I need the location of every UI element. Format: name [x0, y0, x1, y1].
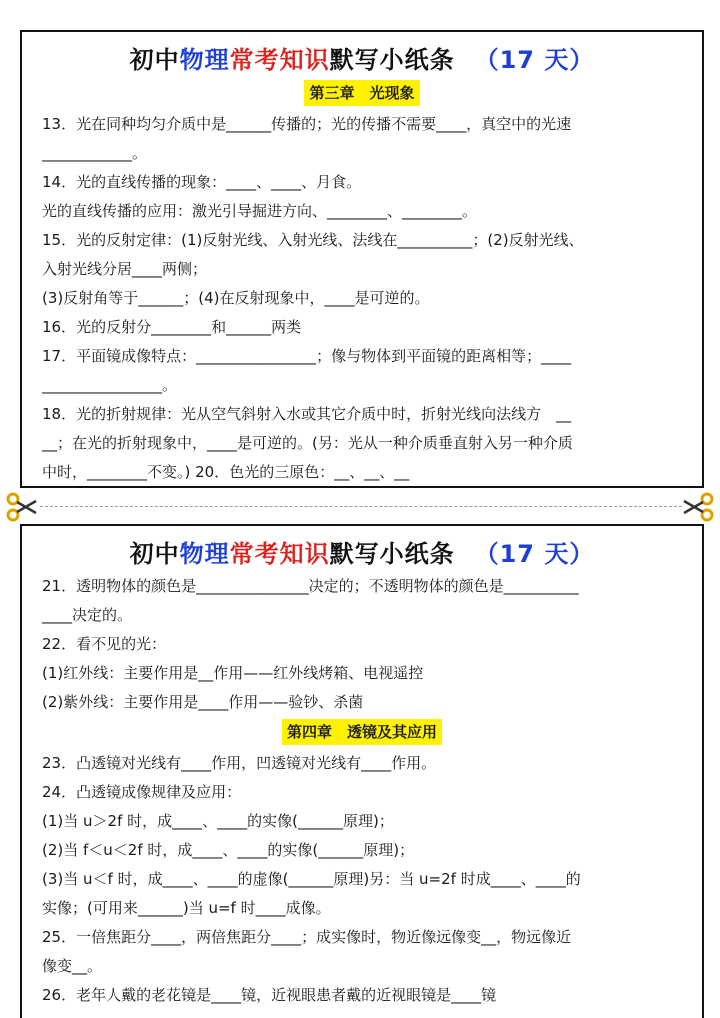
text-line: 13．光在同种均匀介质中是______传播的；光的传播不需要____，真空中的光速	[42, 115, 572, 133]
text-line: 22．看不见的光：	[42, 635, 167, 653]
cut-line	[40, 506, 682, 507]
text-line: 14．光的直线传播的现象：____、____、月食。	[42, 173, 362, 191]
text-line: 入射光线分居____两侧；	[42, 260, 208, 278]
text-line: (1)红外线：主要作用是__作用——红外线烤箱、电视遥控	[42, 664, 424, 682]
question-lines	[22, 749, 702, 1010]
note-card-1	[20, 30, 704, 488]
text-line: 23．凸透镜对光线有____作用，凹透镜对光线有____作用。	[42, 754, 437, 772]
scissors-icon	[682, 492, 714, 522]
text-line: 中时，________不变。) 20．色光的三原色：__、__、__	[42, 463, 410, 481]
text-line: 26．老年人戴的老花镜是____镜，近视眼患者戴的近视眼镜是____镜	[42, 986, 497, 1004]
chapter-heading: 第三章 光现象	[22, 80, 702, 108]
text-line: (3)当 u＜f 时，成____、____的虚像(______原理)另：当 u=2f 时成____、____的	[42, 870, 581, 888]
chapter-heading: 第四章 透镜及其应用	[22, 719, 702, 747]
text-line: __；在光的折射现象中，____是可逆的。(另：光从一种介质垂直射入另一种介质	[42, 434, 573, 452]
text-line: 21．透明物体的颜色是_______________决定的；不透明物体的颜色是__________	[42, 577, 579, 595]
text-line: (2)紫外线：主要作用是____作用——验钞、杀菌	[42, 693, 364, 711]
text-line: ____决定的。	[42, 606, 133, 624]
text-line: 实像；(可用来______)当 u=f 时____成像。	[42, 899, 331, 917]
text-line: 16．光的反射分________和______两类	[42, 318, 302, 336]
text-line: 25．一倍焦距分____，两倍焦距分____；成实像时，物近像远像变__，物远像近	[42, 928, 572, 946]
text-line: 17．平面镜成像特点：________________；像与物体到平面镜的距离相等；____	[42, 347, 572, 365]
text-line: 15．光的反射定律：(1)反射光线、入射光线、法线在__________；(2)反射光线、	[42, 231, 584, 249]
card-title: 初中物理常考知识默写小纸条 （17 天）	[129, 46, 595, 74]
text-line: (2)当 f＜u＜2f 时，成____、____的实像(______原理)；	[42, 841, 415, 859]
text-line: ________________。	[42, 376, 178, 394]
text-line: 18．光的折射规律：光从空气斜射入水或其它介质中时，折射光线向法线方 __	[42, 405, 572, 423]
text-line: (1)当 u＞2f 时，成____、____的实像(______原理)；	[42, 812, 394, 830]
text-line: ____________。	[42, 144, 148, 162]
scissors-icon	[6, 492, 38, 522]
text-line: 24．凸透镜成像规律及应用：	[42, 783, 242, 801]
text-line: 像变__。	[42, 957, 103, 975]
note-card-2	[20, 524, 704, 1018]
card-title: 初中物理常考知识默写小纸条 （17 天）	[129, 540, 595, 568]
question-lines	[22, 110, 702, 487]
text-line: 光的直线传播的应用：激光引导掘进方向、________、________。	[42, 202, 478, 220]
text-line: (3)反射角等于______；(4)在反射现象中，____是可逆的。	[42, 289, 430, 307]
question-lines	[22, 572, 702, 717]
